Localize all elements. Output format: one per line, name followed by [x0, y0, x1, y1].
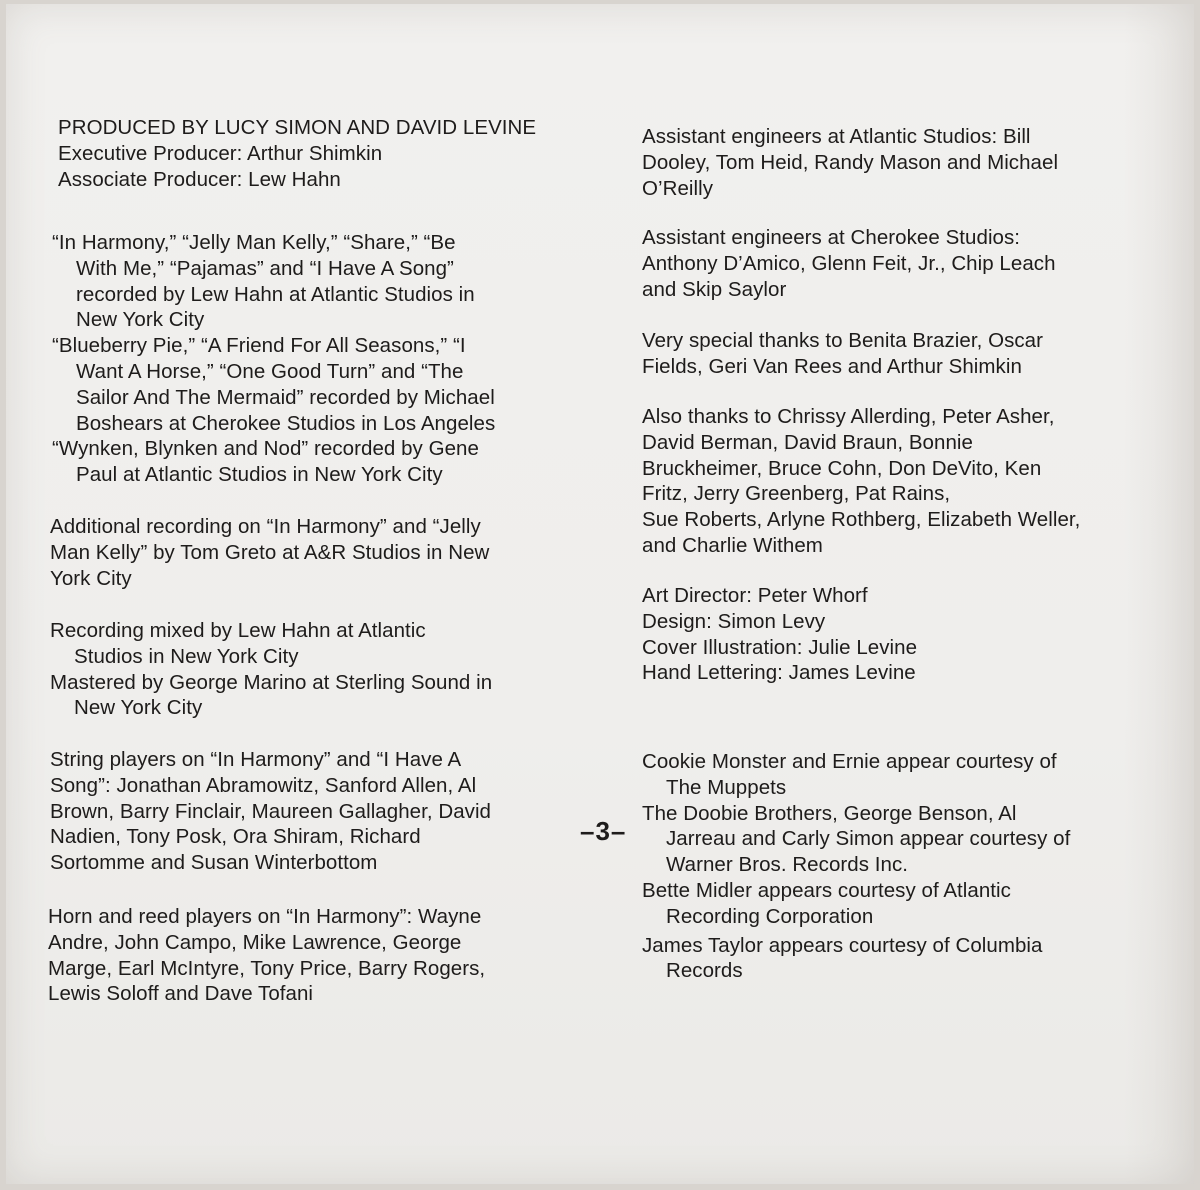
- also-thanks-line: Bruckheimer, Bruce Cohn, Don DeVito, Ken: [642, 456, 1042, 480]
- cherokee-engineers-line: and Skip Saylor: [642, 277, 787, 301]
- mastering-line: Mastered by George Marino at Sterling Sound in: [50, 670, 493, 694]
- special-thanks-line: Very special thanks to Benita Brazier, Oscar: [642, 329, 1043, 352]
- art-credits: [642, 583, 1182, 686]
- courtesy-columbia-cont: Records: [666, 959, 743, 983]
- strings-line: Brown, Barry Finclair, Maureen Gallagher, David: [50, 799, 492, 823]
- strings-line: Nadien, Tony Posk, Ora Shiram, Richard: [50, 825, 421, 849]
- associate-producer-line: Associate Producer: Lew Hahn: [58, 167, 341, 191]
- executive-producer-line: Executive Producer: Arthur Shimkin: [58, 141, 383, 165]
- additional-line: Man Kelly” by Tom Greto at A&R Studios in New: [50, 540, 490, 564]
- strings-line: String players on “In Harmony” and “I Have A: [50, 748, 462, 771]
- atlantic-engineers: [642, 124, 1182, 201]
- mixing-line: Recording mixed by Lew Hahn at Atlantic: [50, 619, 426, 642]
- art-director-line: Art Director: Peter Whorf: [642, 584, 868, 607]
- mixing-mastering: [50, 618, 610, 721]
- recording-entry-2-cont: Boshears at Cherokee Studios in Los Angeles: [76, 411, 496, 435]
- recording-entry-1-cont: New York City: [76, 308, 205, 332]
- page-number: –3–: [580, 816, 627, 846]
- also-thanks-line: and Charlie Withem: [642, 533, 823, 557]
- also-thanks: [642, 404, 1182, 559]
- courtesy-columbia: James Taylor appears courtesy of Columbia: [642, 933, 1043, 957]
- courtesy-warner: The Doobie Brothers, George Benson, Al: [642, 801, 1017, 825]
- additional-recording: [50, 514, 610, 591]
- horns-line: Lewis Soloff and Dave Tofani: [48, 982, 314, 1006]
- additional-line: York City: [50, 566, 132, 590]
- strings-line: Song”: Jonathan Abramowitz, Sanford Allen, Al: [50, 773, 477, 797]
- courtesy-atlantic-cont: Recording Corporation: [666, 904, 874, 928]
- design-line: Design: Simon Levy: [642, 609, 826, 633]
- horn-reed-players: [48, 904, 608, 1007]
- recording-entry-3: “Wynken, Blynken and Nod” recorded by Gene: [52, 437, 479, 461]
- atlantic-engineers-line: Assistant engineers at Atlantic Studios: Bill: [642, 125, 1031, 148]
- courtesy-muppets: Cookie Monster and Ernie appear courtesy of: [642, 750, 1057, 773]
- hand-lettering-line: Hand Lettering: James Levine: [642, 661, 916, 685]
- recording-entry-2-cont: Sailor And The Mermaid” recorded by Michael: [76, 385, 495, 409]
- atlantic-engineers-line: Dooley, Tom Heid, Randy Mason and Michael: [642, 150, 1059, 174]
- also-thanks-line: Fritz, Jerry Greenberg, Pat Rains,: [642, 482, 951, 506]
- horns-line: Horn and reed players on “In Harmony”: Wayne: [48, 905, 482, 928]
- special-thanks: [642, 328, 1182, 380]
- recording-entry-3-cont: Paul at Atlantic Studios in New York City: [76, 463, 443, 487]
- recording-entry-1: “In Harmony,” “Jelly Man Kelly,” “Share,” “Be: [52, 231, 456, 254]
- cherokee-engineers: [642, 225, 1182, 302]
- courtesy-muppets-cont: The Muppets: [666, 775, 787, 799]
- also-thanks-line: Also thanks to Chrissy Allerding, Peter Asher,: [642, 405, 1055, 428]
- additional-line: Additional recording on “In Harmony” and “Jelly: [50, 515, 481, 538]
- strings-line: Sortomme and Susan Winterbottom: [50, 851, 378, 875]
- courtesy-credits: [642, 749, 1182, 984]
- cherokee-engineers-line: Assistant engineers at Cherokee Studios:: [642, 226, 1021, 249]
- liner-notes-page: [6, 4, 1194, 1184]
- also-thanks-line: Sue Roberts, Arlyne Rothberg, Elizabeth Weller,: [642, 508, 1081, 532]
- horns-line: Marge, Earl McIntyre, Tony Price, Barry Rogers,: [48, 956, 486, 980]
- atlantic-engineers-line: O’Reilly: [642, 176, 714, 200]
- courtesy-atlantic: Bette Midler appears courtesy of Atlantic: [642, 878, 1011, 902]
- cover-illustration-line: Cover Illustration: Julie Levine: [642, 635, 918, 659]
- recording-entry-1-cont: recorded by Lew Hahn at Atlantic Studios in: [76, 282, 475, 306]
- horns-line: Andre, John Campo, Mike Lawrence, George: [48, 930, 462, 954]
- recording-entry-1-cont: With Me,” “Pajamas” and “I Have A Song”: [76, 256, 454, 280]
- recording-credits: [52, 230, 612, 488]
- recording-entry-2-cont: Want A Horse,” “One Good Turn” and “The: [76, 359, 464, 383]
- recording-entry-2: “Blueberry Pie,” “A Friend For All Seasons,” “I: [52, 334, 466, 358]
- mixing-line-cont: Studios in New York City: [74, 644, 299, 668]
- courtesy-warner-cont: Jarreau and Carly Simon appear courtesy of: [666, 827, 1071, 851]
- special-thanks-line: Fields, Geri Van Rees and Arthur Shimkin: [642, 354, 1022, 378]
- cherokee-engineers-line: Anthony D’Amico, Glenn Feit, Jr., Chip Leach: [642, 251, 1056, 275]
- producer-line: PRODUCED BY LUCY SIMON AND DAVID LEVINE: [58, 116, 537, 139]
- courtesy-warner-cont: Warner Bros. Records Inc.: [666, 853, 909, 877]
- mastering-line-cont: New York City: [74, 696, 203, 720]
- string-players: [50, 747, 610, 876]
- also-thanks-line: David Berman, David Braun, Bonnie: [642, 430, 973, 454]
- production-credits: [58, 115, 618, 192]
